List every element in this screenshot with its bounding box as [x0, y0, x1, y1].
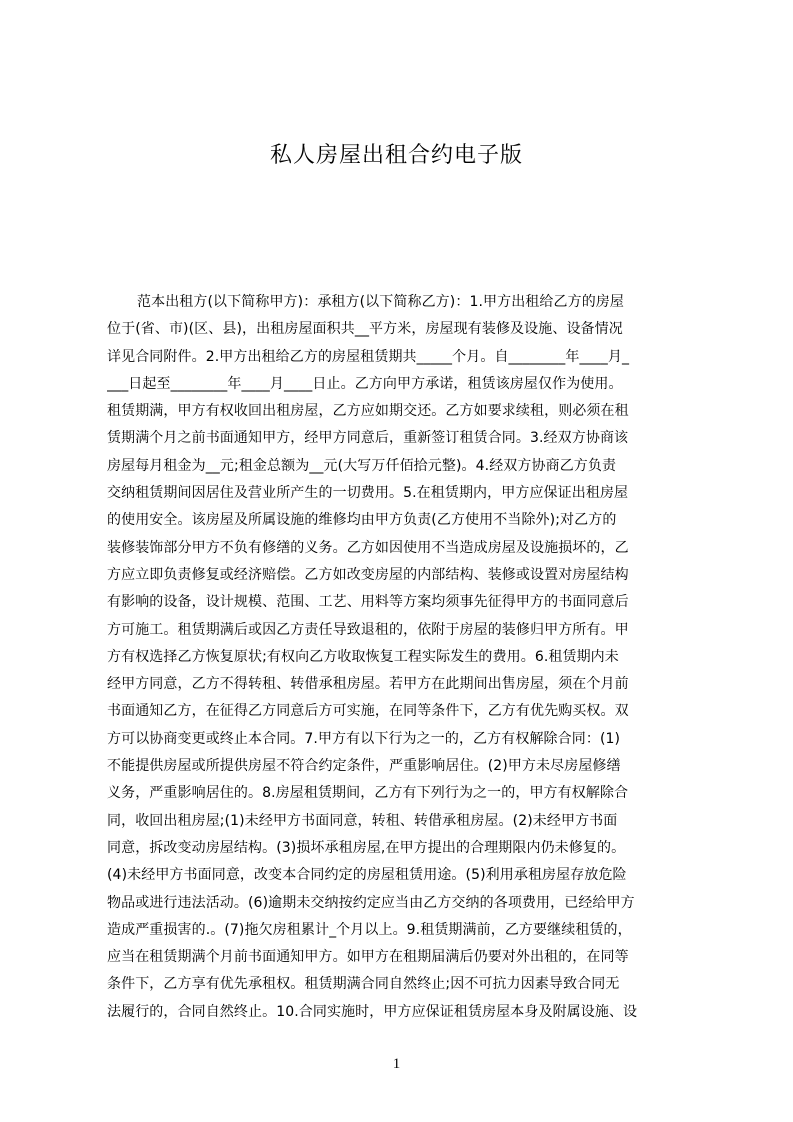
document-title: 私人房屋出租合约电子版: [269, 143, 523, 168]
body-line: 法履行的，合同自然终止。10.合同实施时，甲方应保证租赁房屋本身及附属设施、设: [107, 1003, 638, 1020]
body-line: 造成严重损害的.。(7)拖欠房租累计_个月以上。9.租赁期满前，乙方要继续租赁的，: [107, 921, 632, 938]
body-line: 赁期满个月之前书面通知甲方，经甲方同意后，重新签订租赁合同。3.经双方协商该: [107, 430, 629, 447]
page-number: 1: [392, 1056, 401, 1072]
body-line: 有影响的设备，设计规模、范围、工艺、用料等方案均须事先征得甲方的书面同意后: [107, 594, 629, 611]
body-line: 书面通知乙方，在征得乙方同意后方可实施，在同等条件下，乙方有优先购买权。双: [107, 703, 629, 720]
body-line: 方可施工。租赁期满后或因乙方责任导致退租的，依附于房屋的装修归甲方所有。甲: [107, 621, 629, 638]
body-line: 方应立即负责修复或经济赔偿。乙方如改变房屋的内部结构、装修或设置对房屋结构: [107, 566, 629, 583]
body-line: 同，收回出租房屋;(1)未经甲方书面同意，转租、转借承租房屋。(2)未经甲方书面: [107, 812, 618, 829]
body-line: 的使用安全。该房屋及所属设施的维修均由甲方负责(乙方使用不当除外);对乙方的: [107, 512, 617, 529]
body-line: ___日起至________年____月____日止。乙方向甲方承诺，租赁该房屋仅作为使用。: [107, 375, 623, 392]
body-line: 装修装饰部分甲方不负有修缮的义务。乙方如因使用不当造成房屋及设施损坏的，乙: [107, 539, 629, 556]
body-line: 方有权选择乙方恢复原状;有权向乙方收取恢复工程实际发生的费用。6.租赁期内未: [107, 648, 619, 665]
body-line: 义务，严重影响居住的。8.房屋租赁期间，乙方有下列行为之一的，甲方有权解除合: [107, 785, 629, 802]
body-line: 交纳租赁期间因居住及营业所产生的一切费用。5.在租赁期内，甲方应保证出租房屋: [107, 485, 629, 502]
body-line: 详见合同附件。2.甲方出租给乙方的房屋租赁期共_____个月。自________年____月_: [107, 348, 630, 365]
body-line: 同意，拆改变动房屋结构。(3)损坏承租房屋,在甲方提出的合理期限内仍未修复的。: [107, 839, 626, 856]
body-line: 条件下，乙方享有优先承租权。租赁期满合同自然终止;因不可抗力因素导致合同无: [107, 976, 620, 993]
body-line: 方可以协商变更或终止本合同。7.甲方有以下行为之一的，乙方有权解除合同：(1): [107, 730, 621, 747]
document-body: [107, 289, 697, 1049]
body-line: 范本出租方(以下简称甲方)：承租方(以下简称乙方)：1.甲方出租给乙方的房屋: [137, 294, 625, 310]
body-line: 房屋每月租金为__元;租金总额为__元(大写万仟佰拾元整)。4.经双方协商乙方负责: [107, 457, 617, 474]
body-line: 经甲方同意，乙方不得转租、转借承租房屋。若甲方在此期间出售房屋，须在个月前: [107, 676, 629, 693]
body-line: 位于(省、市)(区、县)，出租房屋面积共__平方米，房屋现有装修及设施、设备情况: [107, 321, 623, 338]
body-line: 应当在租赁期满个月前书面通知甲方。如甲方在租期届满后仍要对外出租的，在同等: [107, 949, 629, 966]
body-line: (4)未经甲方书面同意，改变本合同约定的房屋租赁用途。(5)利用承租房屋存放危险: [107, 867, 627, 884]
body-line: 物品或进行违法活动。(6)逾期未交纳按约定应当由乙方交纳的各项费用，已经给甲方: [107, 894, 635, 911]
body-line: 不能提供房屋或所提供房屋不符合约定条件，严重影响居住。(2)甲方未尽房屋修缮: [107, 758, 621, 775]
body-line: 租赁期满，甲方有权收回出租房屋，乙方应如期交还。乙方如要求续租，则必须在租: [107, 403, 629, 420]
